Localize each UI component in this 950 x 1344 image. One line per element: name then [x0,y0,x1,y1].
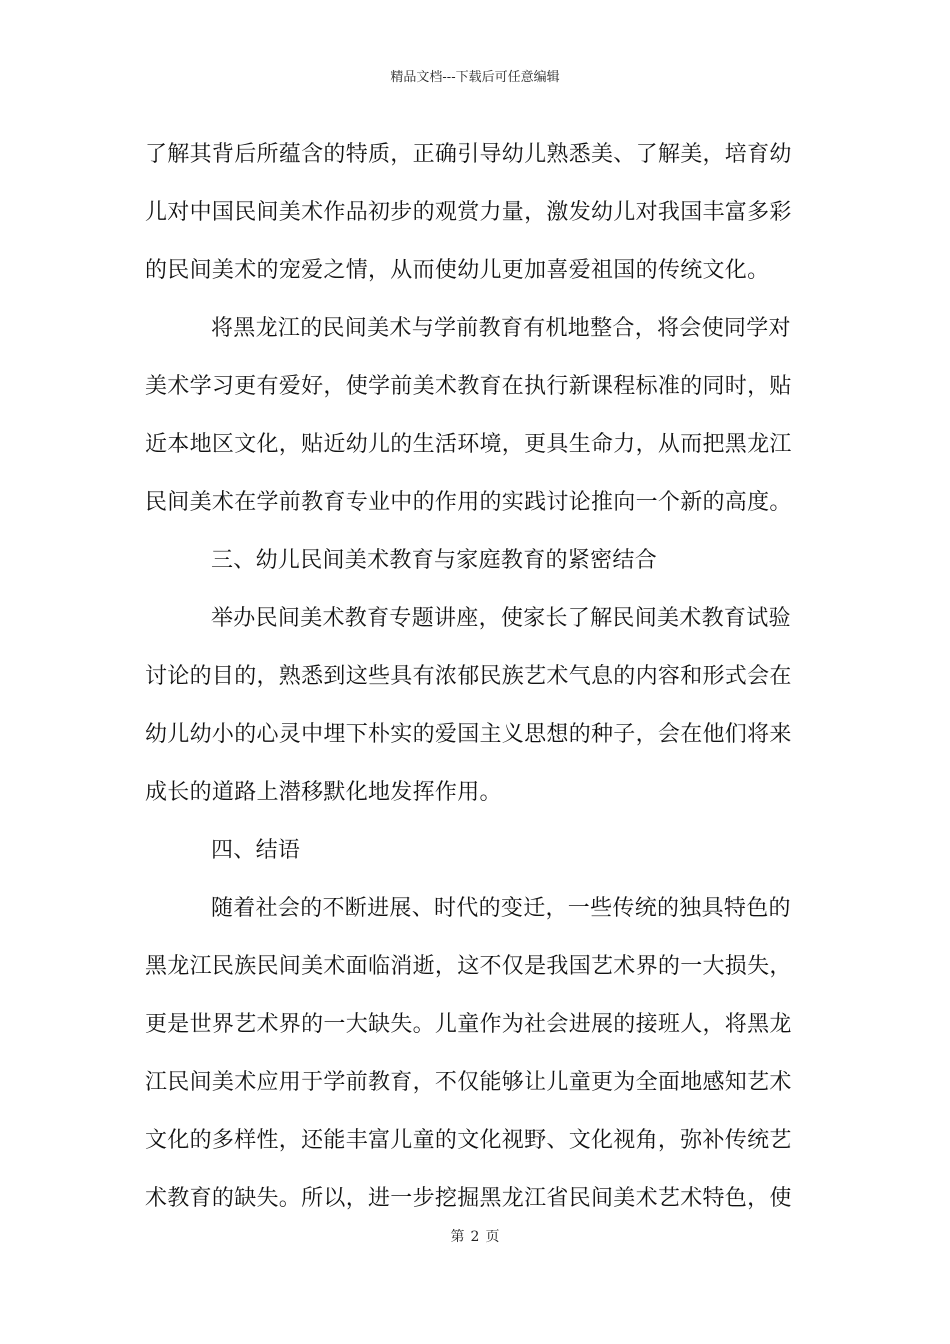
text-line: 更是世界艺术界的一大缺失。儿童作为社会进展的接班人，将黑龙 [145,1012,792,1037]
text-line: 黑龙江民族民间美术面临消逝，这不仅是我国艺术界的一大损失， [145,954,792,979]
section-heading: 三、幼儿民间美术教育与家庭教育的紧密结合 [211,548,658,573]
text-line: 了解其背后所蕴含的特质，正确引导幼儿熟悉美、了解美，培育幼 [145,142,792,167]
text-line: 成长的道路上潜移默化地发挥作用。 [145,780,502,805]
text-line: 的民间美术的宠爱之情，从而使幼儿更加喜爱祖国的传统文化。 [145,258,770,283]
page-header: 精品文档---下载后可任意编辑 [390,70,560,85]
text-line: 讨论的目的，熟悉到这些具有浓郁民族艺术气息的内容和形式会在 [145,664,792,689]
text-line: 术教育的缺失。所以，进一步挖掘黑龙江省民间美术艺术特色，使 [145,1186,792,1211]
text-line: 近本地区文化，贴近幼儿的生活环境，更具生命力，从而把黑龙江 [145,432,792,457]
text-line: 民间美术在学前教育专业中的作用的实践讨论推向一个新的高度。 [145,490,792,515]
page-label-suffix: 页 [485,1229,500,1245]
text-line: 幼儿幼小的心灵中埋下朴实的爱国主义思想的种子，会在他们将来 [145,722,792,747]
page-footer [0,1226,950,1246]
paragraph-first-line: 随着社会的不断进展、时代的变迁，一些传统的独具特色的 [211,896,791,921]
text-line: 文化的多样性，还能丰富儿童的文化视野、文化视角，弥补传统艺 [145,1128,792,1153]
page-label-prefix: 第 [450,1229,465,1245]
document-body [145,126,807,1228]
paragraph-first-line: 举办民间美术教育专题讲座，使家长了解民间美术教育试验 [211,606,791,631]
paragraph-first-line: 将黑龙江的民间美术与学前教育有机地整合，将会使同学对 [211,316,791,341]
text-line: 江民间美术应用于学前教育，不仅能够让儿童更为全面地感知艺术 [145,1070,792,1095]
section-heading: 四、结语 [211,838,301,863]
page-number: 2 [470,1229,480,1245]
text-line: 美术学习更有爱好，使学前美术教育在执行新课程标准的同时，贴 [145,374,792,399]
text-line: 儿对中国民间美术作品初步的观赏力量，激发幼儿对我国丰富多彩 [145,200,792,225]
